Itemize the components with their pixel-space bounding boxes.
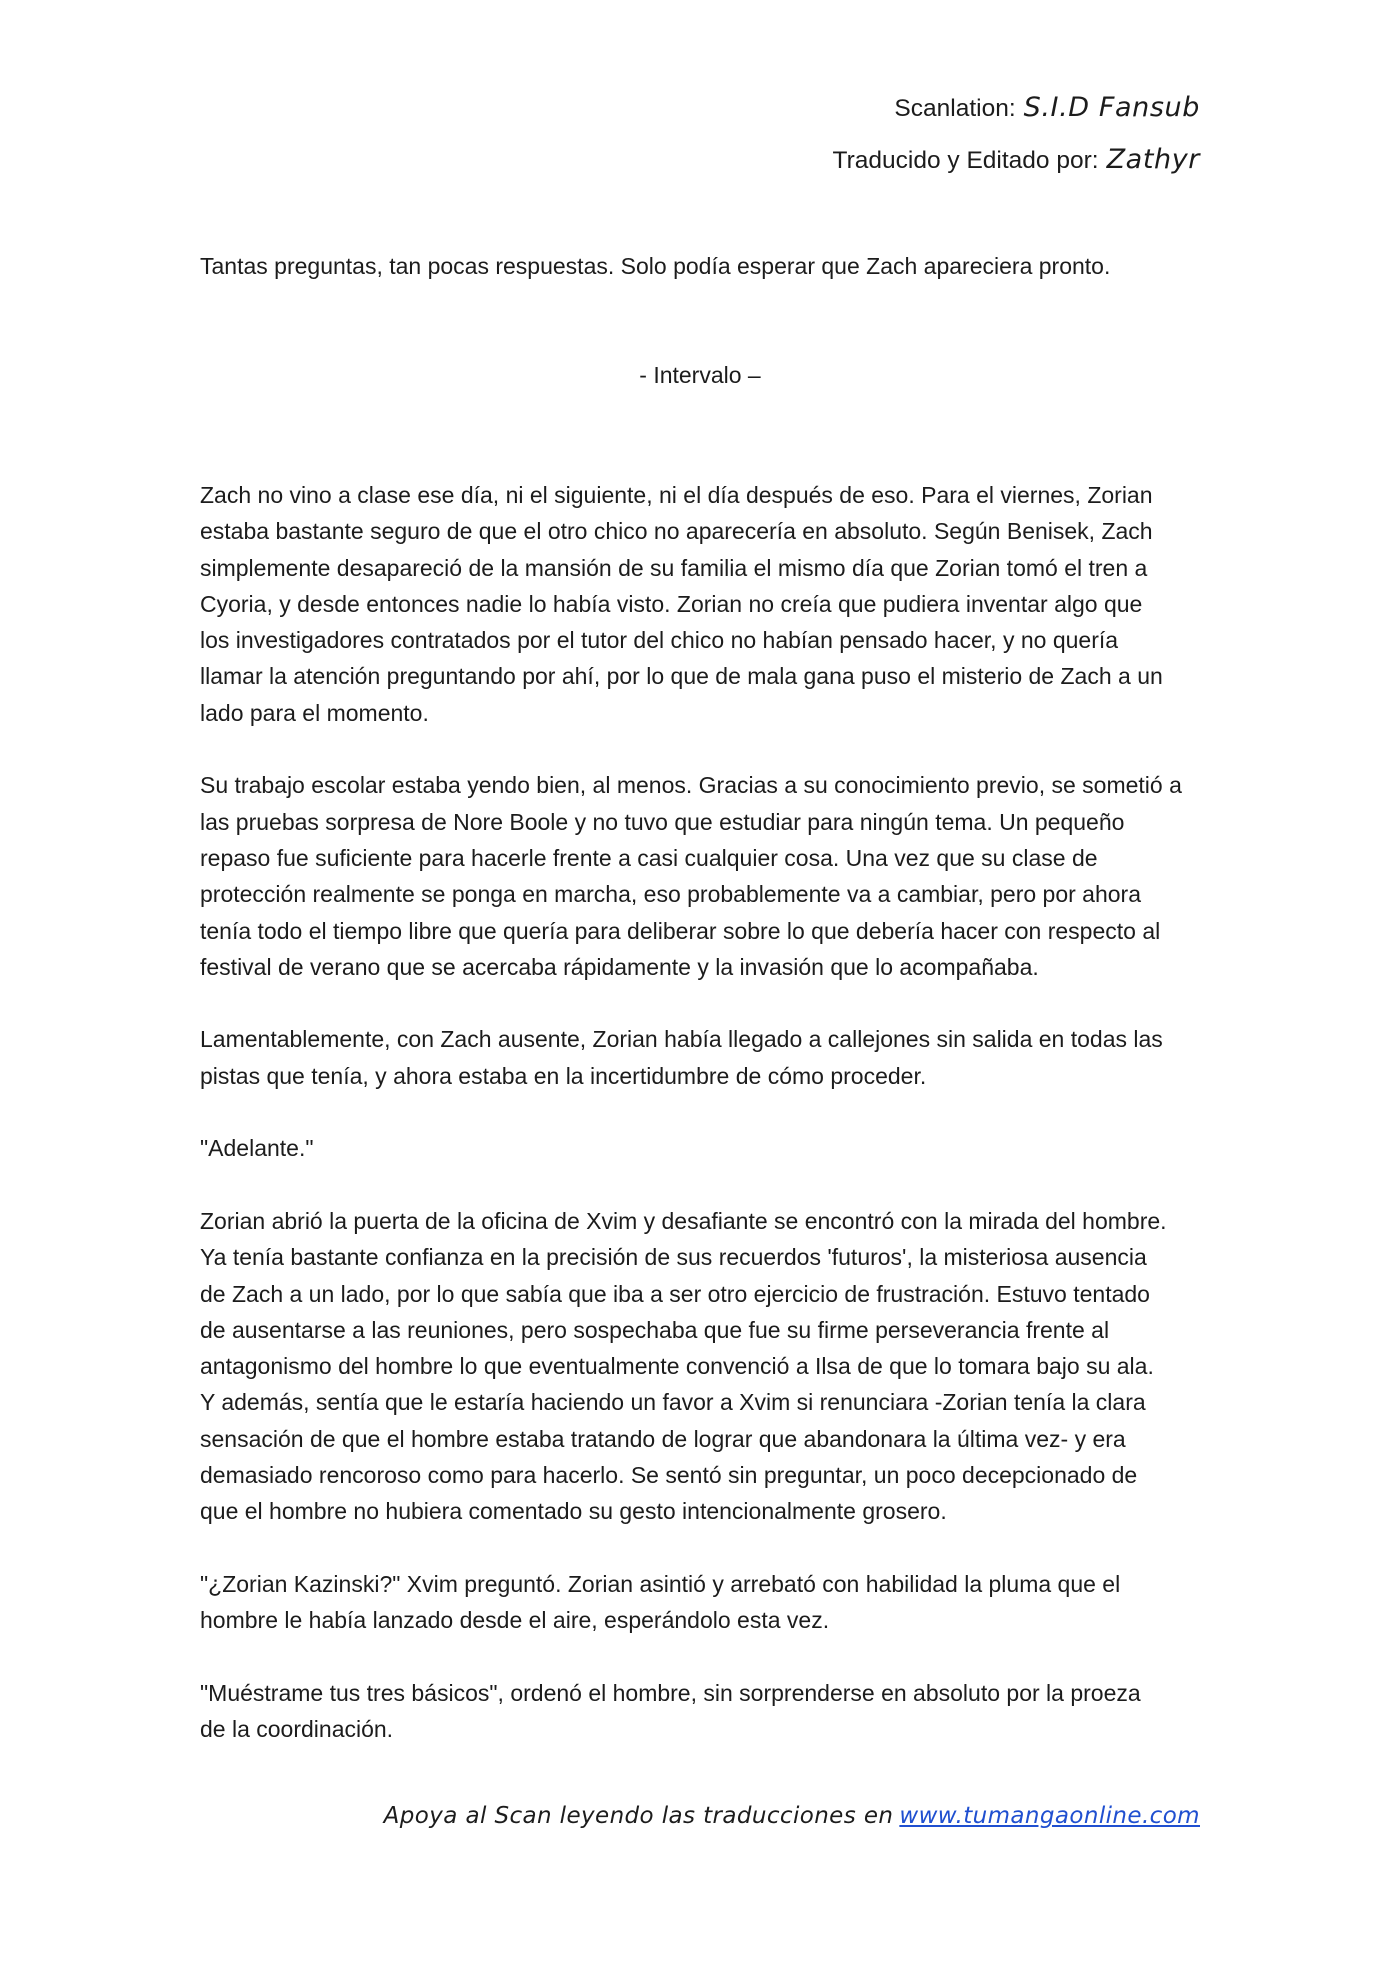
paragraph-line: demasiado rencoroso como para hacerlo. Se sentó sin preguntar, un poco decepcionado de	[200, 1462, 1138, 1489]
paragraph-line: Zach no vino a clase ese día, ni el siguiente, ni el día después de eso. Para el viernes, Zorian	[200, 482, 1153, 508]
body-paragraph	[200, 1566, 1200, 1639]
paragraph-line: "Adelante."	[200, 1135, 314, 1162]
paragraph-line: simplemente desapareció de la mansión de su familia el mismo día que Zorian tomó el tren a	[200, 554, 1148, 581]
translator-credit	[833, 140, 1200, 180]
dialogue-paragraph	[200, 1130, 1200, 1166]
paragraph-line: protección realmente se ponga en marcha, eso probablemente va a cambiar, pero por ahora	[200, 881, 1142, 908]
support-footer	[384, 1795, 1200, 1837]
support-message: Apoya al Scan leyendo las traducciones en	[383, 1803, 894, 1829]
paragraph-line: "Muéstrame tus tres básicos", ordenó el hombre, sin sorprenderse en absoluto por la proeza	[200, 1679, 1141, 1706]
paragraph-line: tenía todo el tiempo libre que quería para deliberar sobre lo que debería hacer con respecto al	[200, 917, 1161, 944]
paragraph-line: Ya tenía bastante confianza en la precisión de sus recuerdos 'futuros', la misteriosa ausencia	[200, 1244, 1147, 1271]
paragraph-line: repaso fue suficiente para hacerle frente a casi cualquier cosa. Una vez que su clase de	[200, 844, 1098, 871]
paragraph-line: pistas que tenía, y ahora estaba en la incertidumbre de cómo proceder.	[200, 1062, 927, 1089]
paragraph-line: lado para el momento.	[200, 699, 429, 726]
translator-name: Zathyr	[1106, 144, 1200, 175]
scanlation-label: Scanlation:	[894, 95, 1016, 122]
body-paragraph	[200, 1203, 1200, 1530]
body-paragraph	[200, 1675, 1200, 1748]
story-body	[200, 477, 1200, 1784]
intro-paragraph: Tantas preguntas, tan pocas respuestas. Solo podía esperar que Zach apareciera pronto.	[200, 253, 1111, 279]
paragraph-line: antagonismo del hombre lo que eventualmente convenció a Ilsa de que lo tomara bajo su ala.	[200, 1353, 1154, 1380]
paragraph-line: que el hombre no hubiera comentado su gesto intencionalmente grosero.	[200, 1498, 947, 1525]
paragraph-line: Zorian abrió la puerta de la oficina de Xvim y desafiante se encontró con la mirada del hombre.	[200, 1207, 1167, 1234]
paragraph-line: los investigadores contratados por el tutor del chico no habían pensado hacer, y no quería	[200, 627, 1119, 654]
paragraph-line: Y además, sentía que le estaría haciendo un favor a Xvim si renunciara -Zorian tenía la clara	[200, 1389, 1146, 1416]
paragraph-line: hombre le había lanzado desde el aire, esperándolo esta vez.	[200, 1607, 830, 1634]
scene-break: - Intervalo –	[639, 362, 761, 388]
paragraph-line: de la coordinación.	[200, 1716, 394, 1743]
body-paragraph	[200, 767, 1200, 985]
paragraph-line: "¿Zorian Kazinski?" Xvim preguntó. Zorian asintió y arrebató con habilidad la pluma que el	[200, 1570, 1121, 1597]
paragraph-line: Lamentablemente, con Zach ausente, Zorian había llegado a callejones sin salida en todas las	[200, 1026, 1163, 1053]
paragraph-line: de Zach a un lado, por lo que sabía que iba a ser otro ejercicio de frustración. Estuvo tentado	[200, 1280, 1150, 1307]
paragraph-line: festival de verano que se acercaba rápidamente y la invasión que lo acompañaba.	[200, 953, 1039, 980]
paragraph-line: Su trabajo escolar estaba yendo bien, al menos. Gracias a su conocimiento previo, se sometió a	[200, 772, 1182, 799]
body-paragraph	[200, 1021, 1200, 1094]
scan-website-link[interactable]: www.tumangaonline.com	[899, 1803, 1200, 1829]
scanlation-credit	[894, 88, 1200, 128]
paragraph-line: sensación de que el hombre estaba tratando de lograr que abandonara la última vez- y era	[200, 1425, 1126, 1452]
paragraph-line: llamar la atención preguntando por ahí, por lo que de mala gana puso el misterio de Zach a un	[200, 663, 1163, 690]
paragraph-line: estaba bastante seguro de que el otro chico no aparecería en absoluto. Según Benisek, Zach	[200, 518, 1153, 545]
paragraph-line: Cyoria, y desde entonces nadie lo había visto. Zorian no creía que pudiera inventar algo que	[200, 590, 1143, 617]
paragraph-line: las pruebas sorpresa de Nore Boole y no tuvo que estudiar para ningún tema. Un pequeño	[200, 808, 1125, 835]
scanlation-group-name: S.I.D Fansub	[1023, 92, 1200, 123]
paragraph-line: de ausentarse a las reuniones, pero sospechaba que fue su firme perseverancia frente al	[200, 1316, 1110, 1343]
body-paragraph	[200, 477, 1200, 731]
translator-label: Traducido y Editado por:	[832, 147, 1099, 174]
